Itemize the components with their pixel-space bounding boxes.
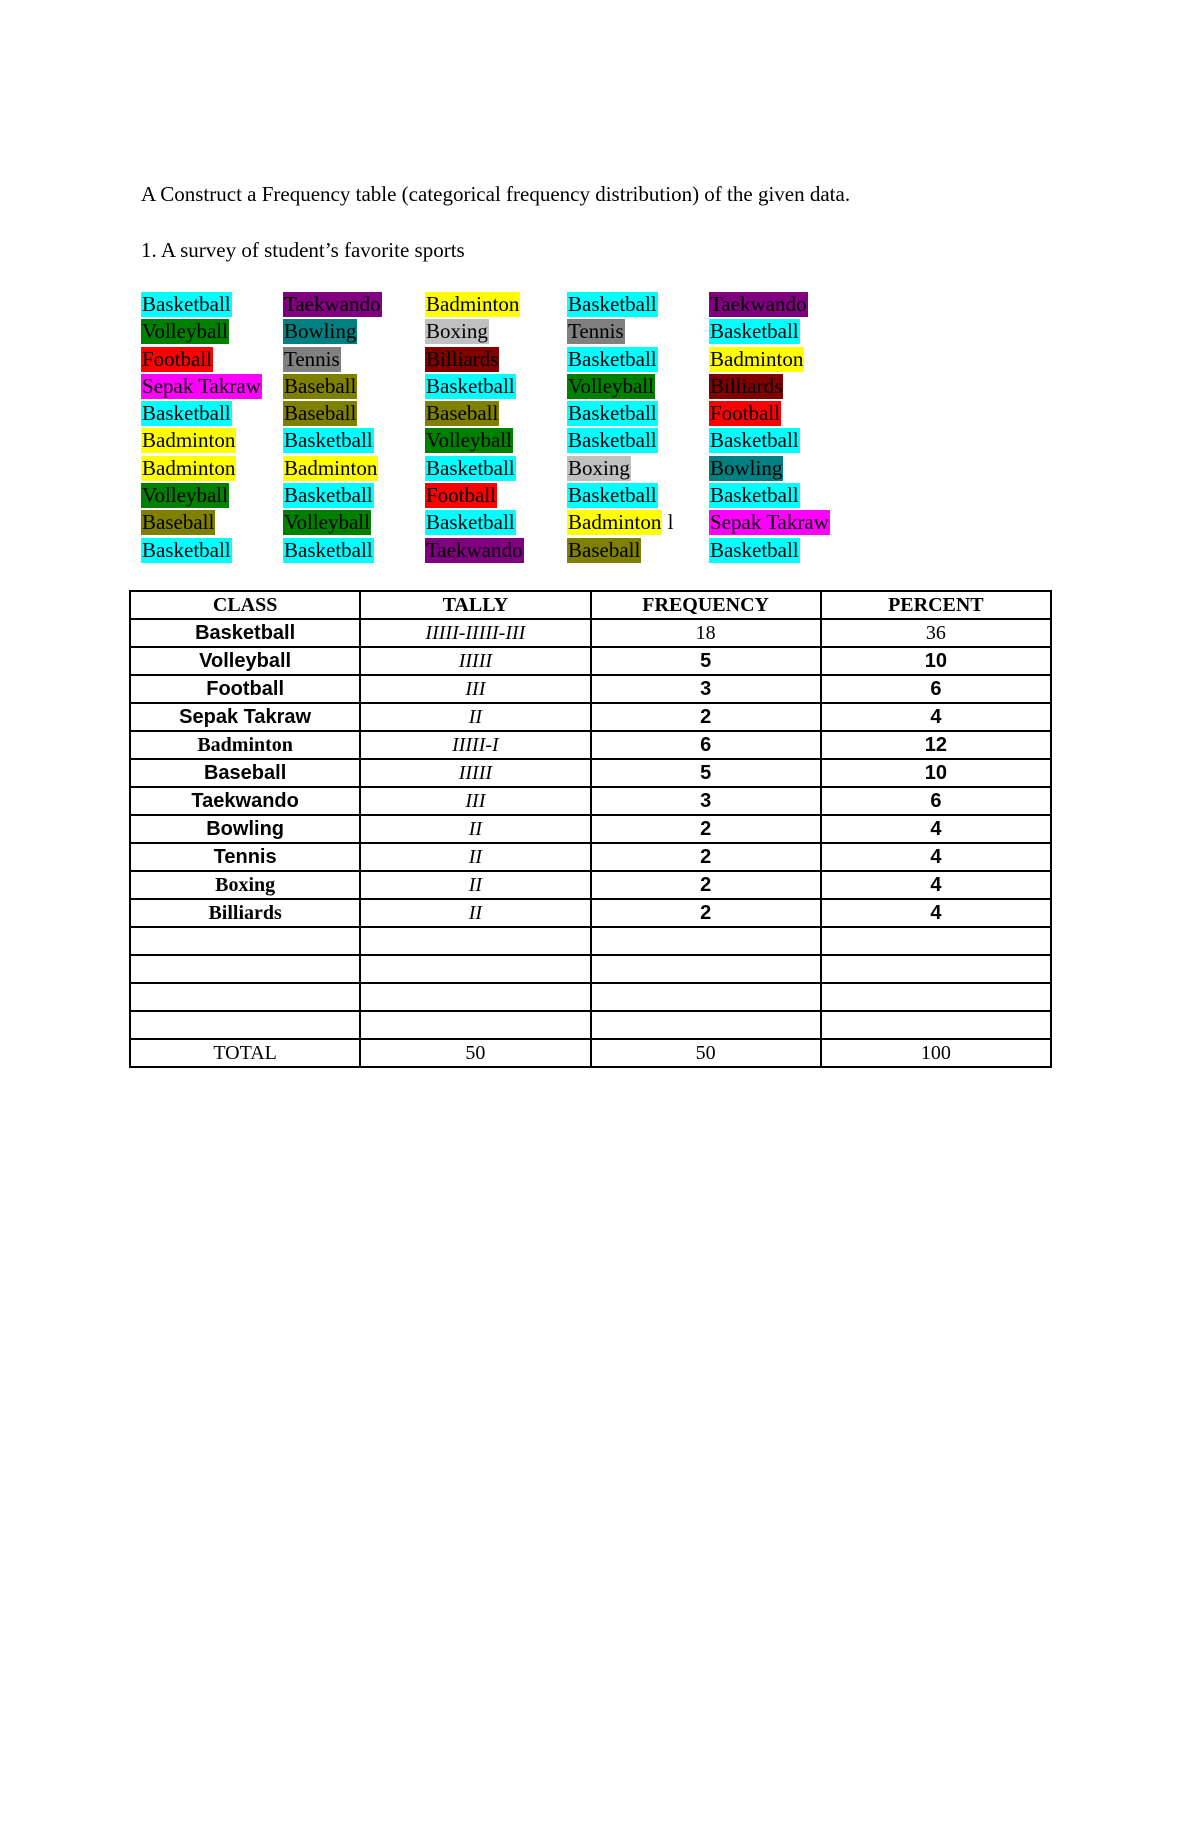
table-row xyxy=(130,619,1051,647)
highlighted-sport: Badminton xyxy=(142,428,236,453)
class-cell xyxy=(130,927,360,955)
data-entry xyxy=(425,373,567,400)
table-row xyxy=(130,759,1051,787)
highlighted-sport: Badminton xyxy=(142,455,236,480)
total-frequency: 50 xyxy=(591,1039,821,1067)
frequency-table xyxy=(129,590,1052,1068)
data-entry xyxy=(283,291,425,318)
highlighted-sport: Baseball xyxy=(284,373,357,398)
data-entry xyxy=(141,346,283,373)
data-entry xyxy=(709,455,851,482)
highlighted-sport: Tennis xyxy=(284,346,340,371)
table-row xyxy=(130,871,1051,899)
frequency-cell: 18 xyxy=(591,619,821,647)
highlighted-sport: Baseball xyxy=(568,537,641,562)
class-cell: Bowling xyxy=(130,815,360,843)
frequency-cell: 3 xyxy=(591,675,821,703)
highlighted-sport: Basketball xyxy=(710,319,799,344)
highlighted-sport: Basketball xyxy=(426,373,515,398)
percent-cell xyxy=(821,955,1051,983)
survey-title: 1. A survey of student’s favorite sports xyxy=(141,238,465,262)
highlighted-sport: Basketball xyxy=(710,537,799,562)
data-entry xyxy=(283,318,425,345)
highlighted-sport: Bowling xyxy=(284,319,357,344)
tally-cell: IIIII xyxy=(360,759,590,787)
percent-cell xyxy=(821,1011,1051,1039)
data-entry xyxy=(283,509,425,536)
frequency-cell: 5 xyxy=(591,647,821,675)
percent-cell: 4 xyxy=(821,871,1051,899)
data-entry xyxy=(283,537,425,564)
data-entry xyxy=(567,537,709,564)
class-cell: Taekwando xyxy=(130,787,360,815)
highlighted-sport: Football xyxy=(710,401,781,426)
highlighted-sport: Billiards xyxy=(426,346,499,371)
percent-cell: 10 xyxy=(821,759,1051,787)
highlighted-sport: Basketball xyxy=(568,483,657,508)
data-entry xyxy=(709,537,851,564)
highlighted-sport: Basketball xyxy=(426,510,515,535)
data-entry xyxy=(425,427,567,454)
highlighted-sport: Baseball xyxy=(426,401,499,426)
instruction-text: A Construct a Frequency table (categorical frequency distribution) of the given data. xyxy=(141,182,851,206)
header-tally: TALLY xyxy=(360,591,590,619)
percent-cell: 6 xyxy=(821,787,1051,815)
frequency-cell: 2 xyxy=(591,703,821,731)
highlighted-sport: Basketball xyxy=(284,483,373,508)
frequency-cell: 2 xyxy=(591,815,821,843)
percent-cell xyxy=(821,927,1051,955)
percent-cell: 4 xyxy=(821,815,1051,843)
table-row xyxy=(130,647,1051,675)
table-row xyxy=(130,955,1051,983)
highlighted-sport: Boxing xyxy=(426,319,488,344)
highlighted-sport: Tennis xyxy=(568,319,624,344)
data-column xyxy=(567,291,709,564)
class-cell xyxy=(130,955,360,983)
data-entry xyxy=(425,537,567,564)
data-entry xyxy=(141,291,283,318)
highlighted-sport: Sepak Takraw xyxy=(710,510,829,535)
data-column xyxy=(283,291,425,564)
highlighted-sport: Taekwando xyxy=(710,292,807,316)
tally-cell: II xyxy=(360,815,590,843)
table-row xyxy=(130,703,1051,731)
frequency-cell: 2 xyxy=(591,843,821,871)
data-entry xyxy=(141,427,283,454)
frequency-cell xyxy=(591,1011,821,1039)
data-entry xyxy=(567,482,709,509)
class-cell: Tennis xyxy=(130,843,360,871)
data-entry xyxy=(709,291,851,318)
data-entry xyxy=(709,373,851,400)
data-entry xyxy=(567,400,709,427)
class-cell xyxy=(130,1011,360,1039)
tally-cell: IIIII-I xyxy=(360,731,590,759)
table-row xyxy=(130,899,1051,927)
highlighted-sport: Badminton xyxy=(284,455,378,480)
frequency-cell: 6 xyxy=(591,731,821,759)
highlighted-sport: Volleyball xyxy=(426,428,512,453)
data-entry xyxy=(709,427,851,454)
highlighted-sport: Billiards xyxy=(710,373,783,398)
table-header-row xyxy=(130,591,1051,619)
data-column xyxy=(709,291,851,564)
tally-cell: II xyxy=(360,843,590,871)
tally-cell xyxy=(360,955,590,983)
highlighted-sport: Badminton xyxy=(710,346,804,371)
percent-cell: 6 xyxy=(821,675,1051,703)
class-cell: Football xyxy=(130,675,360,703)
highlighted-sport: Basketball xyxy=(426,455,515,480)
data-entry xyxy=(425,291,567,318)
highlighted-sport: Volleyball xyxy=(284,510,370,535)
tally-cell: III xyxy=(360,675,590,703)
highlighted-sport: Volleyball xyxy=(568,373,654,398)
data-entry xyxy=(283,346,425,373)
highlighted-sport: Basketball xyxy=(568,428,657,453)
data-entry xyxy=(709,318,851,345)
highlighted-sport: Bowling xyxy=(710,455,783,480)
highlighted-sport: Sepak Takraw xyxy=(142,373,261,398)
percent-cell: 36 xyxy=(821,619,1051,647)
percent-cell xyxy=(821,983,1051,1011)
total-tally: 50 xyxy=(360,1039,590,1067)
entry-suffix: l xyxy=(662,510,674,535)
table-body xyxy=(130,619,1051,1039)
frequency-cell xyxy=(591,927,821,955)
table-row xyxy=(130,843,1051,871)
data-entry xyxy=(425,482,567,509)
tally-cell xyxy=(360,927,590,955)
total-row xyxy=(130,1039,1051,1067)
data-entry xyxy=(709,400,851,427)
table-row xyxy=(130,675,1051,703)
highlighted-sport: Basketball xyxy=(710,483,799,508)
class-cell xyxy=(130,983,360,1011)
class-cell: Volleyball xyxy=(130,647,360,675)
highlighted-sport: Basketball xyxy=(142,401,231,426)
header-class: CLASS xyxy=(130,591,360,619)
percent-cell: 10 xyxy=(821,647,1051,675)
raw-data-grid xyxy=(141,291,851,564)
highlighted-sport: Football xyxy=(426,483,497,508)
data-entry xyxy=(567,346,709,373)
data-entry xyxy=(567,427,709,454)
data-entry xyxy=(567,455,709,482)
highlighted-sport: Baseball xyxy=(284,401,357,426)
tally-cell xyxy=(360,983,590,1011)
data-entry xyxy=(425,400,567,427)
percent-cell: 12 xyxy=(821,731,1051,759)
highlighted-sport: Basketball xyxy=(568,346,657,371)
highlighted-sport: Taekwando xyxy=(284,292,381,316)
highlighted-sport: Badminton xyxy=(426,292,520,316)
highlighted-sport: Football xyxy=(142,346,213,371)
data-column xyxy=(141,291,283,564)
header-frequency: FREQUENCY xyxy=(591,591,821,619)
data-entry xyxy=(567,318,709,345)
highlighted-sport: Boxing xyxy=(568,455,630,480)
frequency-cell: 2 xyxy=(591,871,821,899)
class-cell: Boxing xyxy=(130,871,360,899)
highlighted-sport: Baseball xyxy=(142,510,215,535)
data-entry xyxy=(141,455,283,482)
percent-cell: 4 xyxy=(821,899,1051,927)
data-entry xyxy=(283,455,425,482)
percent-cell: 4 xyxy=(821,843,1051,871)
class-cell: Badminton xyxy=(130,731,360,759)
class-cell: Baseball xyxy=(130,759,360,787)
data-entry xyxy=(709,509,851,536)
tally-cell: III xyxy=(360,787,590,815)
data-entry xyxy=(425,318,567,345)
tally-cell: IIIII-IIIII-III xyxy=(360,619,590,647)
frequency-cell xyxy=(591,983,821,1011)
highlighted-sport: Basketball xyxy=(284,428,373,453)
table-row xyxy=(130,787,1051,815)
data-entry xyxy=(425,509,567,536)
highlighted-sport: Basketball xyxy=(710,428,799,453)
data-entry xyxy=(141,537,283,564)
class-cell: Basketball xyxy=(130,619,360,647)
table-row xyxy=(130,983,1051,1011)
tally-cell: II xyxy=(360,899,590,927)
class-cell: Sepak Takraw xyxy=(130,703,360,731)
highlighted-sport: Basketball xyxy=(142,537,231,562)
highlighted-sport: Volleyball xyxy=(142,319,228,344)
data-entry xyxy=(567,291,709,318)
table-row xyxy=(130,731,1051,759)
data-entry xyxy=(141,509,283,536)
header-percent: PERCENT xyxy=(821,591,1051,619)
tally-cell: IIIII xyxy=(360,647,590,675)
highlighted-sport: Badminton xyxy=(568,510,662,535)
data-entry xyxy=(283,427,425,454)
data-entry xyxy=(283,373,425,400)
highlighted-sport: Taekwando xyxy=(426,537,523,562)
data-entry xyxy=(283,400,425,427)
highlighted-sport: Basketball xyxy=(568,292,657,316)
data-entry xyxy=(283,482,425,509)
data-entry xyxy=(709,482,851,509)
percent-cell: 4 xyxy=(821,703,1051,731)
frequency-cell xyxy=(591,955,821,983)
total-percent: 100 xyxy=(821,1039,1051,1067)
frequency-cell: 2 xyxy=(591,899,821,927)
highlighted-sport: Volleyball xyxy=(142,483,228,508)
total-label: TOTAL xyxy=(130,1039,360,1067)
frequency-cell: 3 xyxy=(591,787,821,815)
data-entry xyxy=(567,373,709,400)
table-row xyxy=(130,927,1051,955)
tally-cell: II xyxy=(360,871,590,899)
tally-cell xyxy=(360,1011,590,1039)
highlighted-sport: Basketball xyxy=(568,401,657,426)
frequency-cell: 5 xyxy=(591,759,821,787)
data-entry xyxy=(141,373,283,400)
data-column xyxy=(425,291,567,564)
data-entry xyxy=(141,482,283,509)
table-row xyxy=(130,815,1051,843)
data-entry xyxy=(709,346,851,373)
highlighted-sport: Basketball xyxy=(284,537,373,562)
tally-cell: II xyxy=(360,703,590,731)
data-entry xyxy=(141,318,283,345)
class-cell: Billiards xyxy=(130,899,360,927)
data-entry xyxy=(141,400,283,427)
data-entry xyxy=(425,455,567,482)
data-entry xyxy=(567,509,709,536)
table-row xyxy=(130,1011,1051,1039)
data-entry xyxy=(425,346,567,373)
highlighted-sport: Basketball xyxy=(142,292,231,316)
